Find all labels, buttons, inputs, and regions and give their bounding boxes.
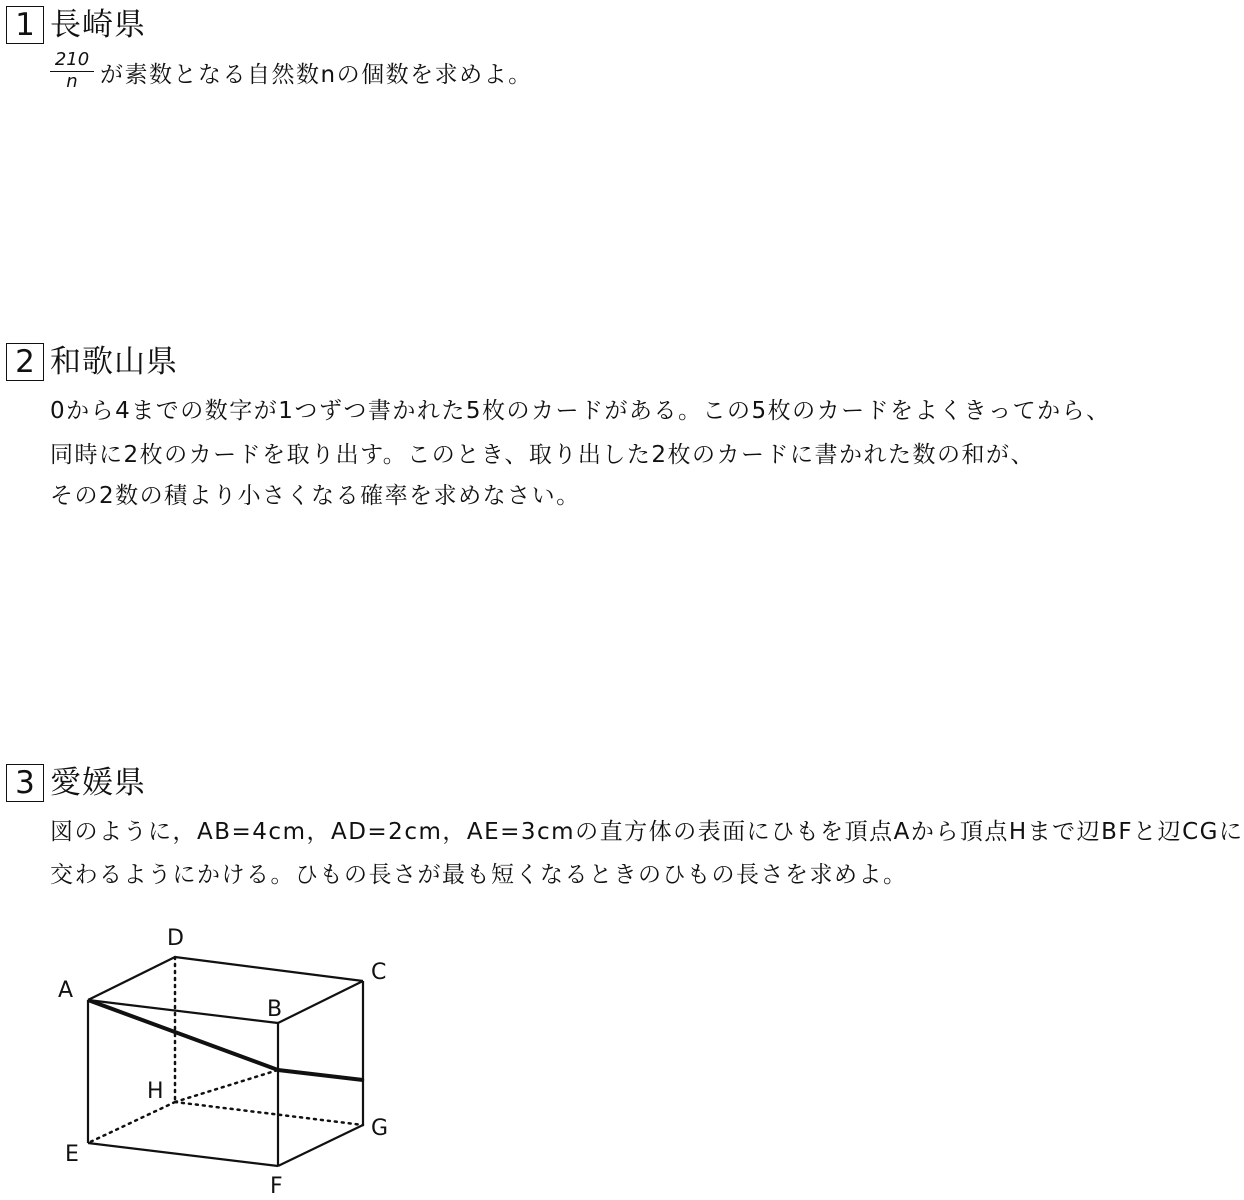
fraction bbox=[50, 50, 94, 92]
problem-text-line: 図のように，AB=4cm，AD=2cm，AE=3cmの直方体の表面にひもを頂点Aから頂点Hまで辺BFと辺CGに bbox=[50, 819, 1244, 845]
problem-text-line: 0から4までの数字が1つずつ書かれた5枚のカードがある。この5枚のカードをよくきってから、 bbox=[50, 398, 1111, 424]
edge-HG-hidden bbox=[175, 1102, 363, 1125]
problem-number-box: 2 bbox=[6, 343, 44, 381]
edge-AD bbox=[88, 957, 175, 1000]
fraction-numerator: 210 bbox=[50, 50, 94, 72]
string-path bbox=[88, 1000, 363, 1080]
problem-text-line: 同時に2枚のカードを取り出す。このとき、取り出した2枚のカードに書かれた数の和が、 bbox=[50, 442, 1036, 468]
problem-text-line: が素数となる自然数nの個数を求めよ。 bbox=[100, 62, 533, 88]
problem-number-box: 1 bbox=[6, 6, 44, 44]
vertex-label-G: G bbox=[371, 1116, 389, 1141]
vertex-label-A: A bbox=[58, 978, 74, 1003]
vertex-label-B: B bbox=[267, 997, 283, 1022]
vertex-label-H: H bbox=[147, 1079, 164, 1104]
edge-BC bbox=[278, 981, 363, 1023]
vertex-label-E: E bbox=[65, 1142, 79, 1167]
prefecture-title: 愛媛県 bbox=[50, 765, 146, 801]
prefecture-title: 和歌山県 bbox=[50, 344, 178, 380]
edge-EF bbox=[88, 1143, 278, 1166]
vertex-label-C: C bbox=[371, 960, 387, 985]
problem-number-box: 3 bbox=[6, 764, 44, 802]
edge-HE-hidden bbox=[88, 1102, 175, 1143]
edge-DC bbox=[175, 957, 363, 981]
problem-text-line: その2数の積より小さくなる確率を求めなさい。 bbox=[50, 483, 581, 509]
edge-FG bbox=[278, 1125, 363, 1166]
vertex-label-D: D bbox=[167, 926, 184, 951]
fraction-denominator: n bbox=[66, 71, 78, 92]
cuboid-diagram bbox=[40, 915, 440, 1200]
vertex-label-F: F bbox=[270, 1174, 283, 1199]
prefecture-title: 長崎県 bbox=[50, 7, 146, 43]
problem-text-line: 交わるようにかける。ひもの長さが最も短くなるときのひもの長さを求めよ。 bbox=[50, 862, 908, 888]
string-hidden-segment bbox=[175, 1070, 278, 1102]
